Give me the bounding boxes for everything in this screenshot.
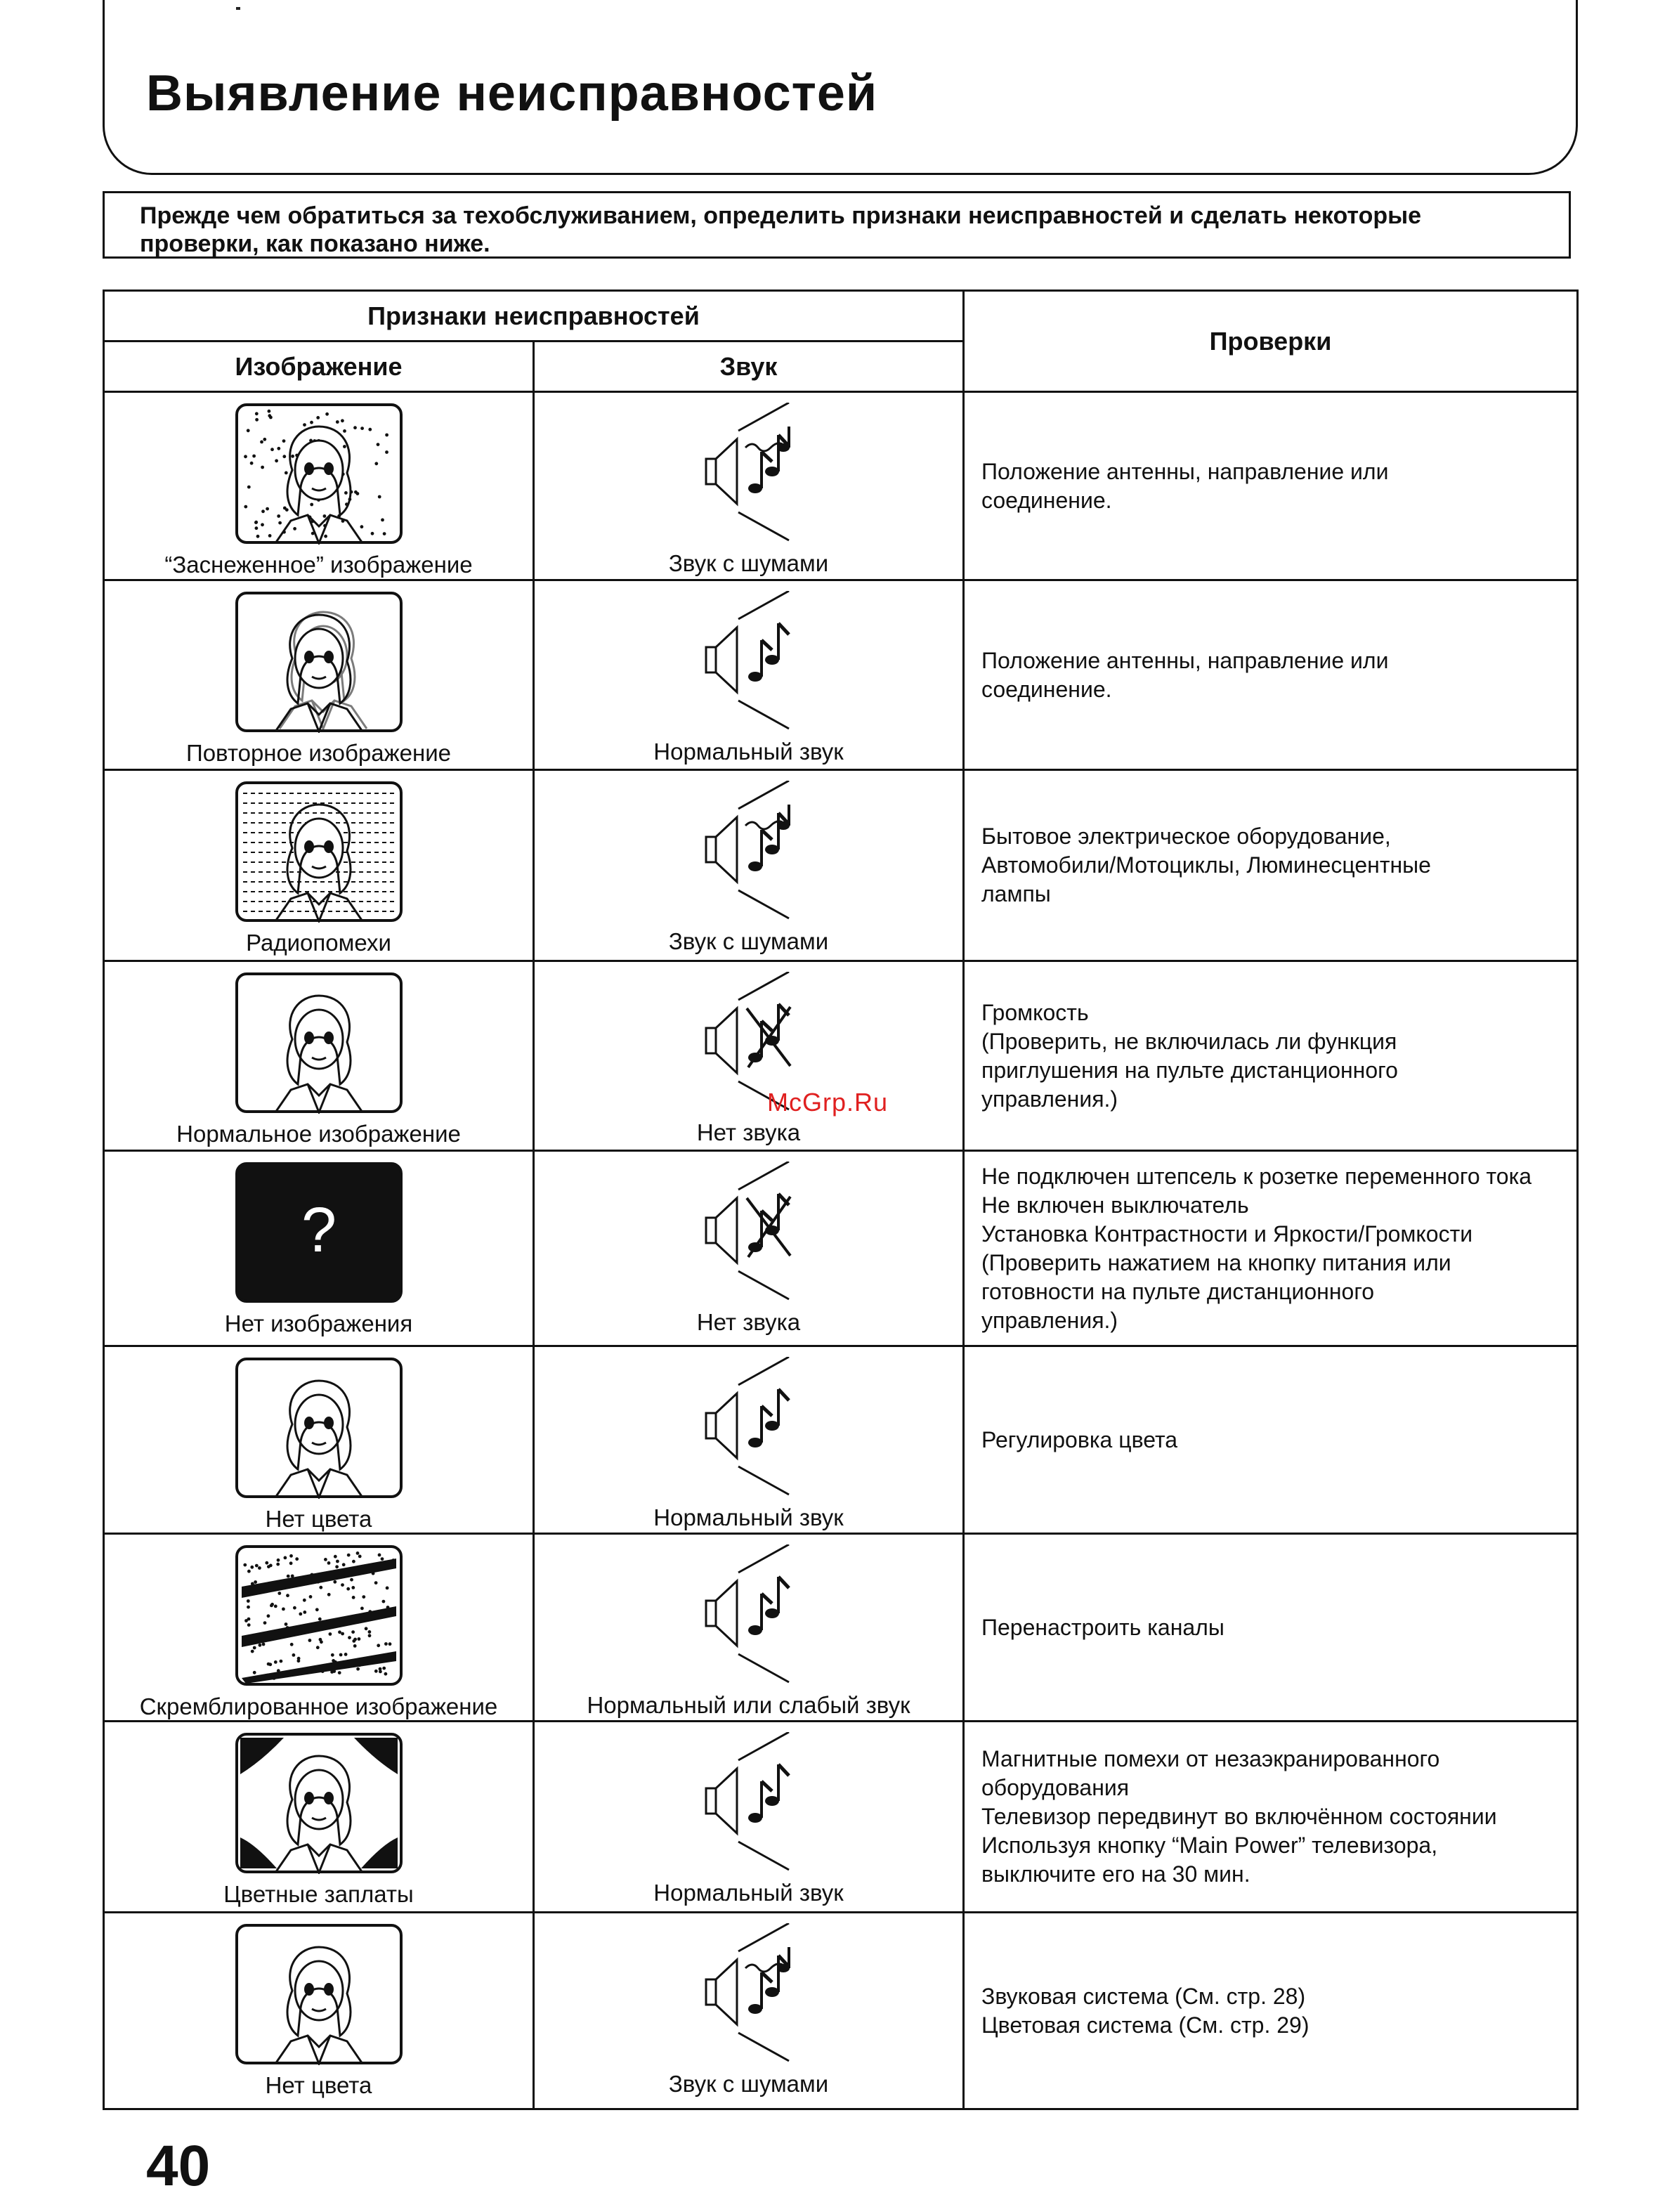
check-line: Магнитные помехи от незаэкранированного — [981, 1746, 1440, 1771]
table-row — [104, 1534, 1578, 1722]
check-line: Громкость — [981, 999, 1089, 1025]
picture-cell — [104, 392, 534, 580]
normal-sound-icon — [696, 591, 802, 731]
picture-cell — [104, 1913, 534, 2109]
checks-cell — [964, 1722, 1578, 1913]
check-line: Автомобили/Мотоциклы, Люминесцентные — [981, 852, 1431, 878]
picture-cell — [104, 1534, 534, 1722]
check-line: Бытовое электрическое оборудование, — [981, 824, 1391, 849]
sound-cell — [534, 961, 964, 1151]
sound-cell — [534, 1151, 964, 1346]
picture-caption: Цветные заплаты — [223, 1881, 414, 1907]
no-picture-icon — [235, 1162, 403, 1303]
check-line: Установка Контрастности и Яркости/Громкости — [981, 1221, 1473, 1247]
picture-cell — [104, 770, 534, 961]
normal-sound-icon — [696, 1544, 802, 1685]
no-sound-icon — [696, 1162, 802, 1302]
checks-cell — [964, 770, 1578, 961]
check-line: соединение. — [981, 487, 1112, 513]
checks-cell — [964, 1534, 1578, 1722]
check-line: готовности на пульте дистанционного — [981, 1278, 1375, 1304]
intro-box: Прежде чем обратиться за техобслуживанием, определить признаки неисправностей и сделать некоторые проверки, как показано ниже. — [103, 191, 1571, 259]
picture-caption: “Заснеженное” изображение — [164, 552, 473, 578]
picture-cell — [104, 1346, 534, 1534]
normal-sound-icon — [696, 1357, 802, 1497]
checks-cell — [964, 1346, 1578, 1534]
noisy-sound-icon — [696, 1923, 802, 2064]
sound-caption: Нет звука — [696, 1309, 801, 1335]
sound-cell — [534, 1534, 964, 1722]
table-row — [104, 961, 1578, 1151]
noisy-sound-icon — [696, 403, 802, 543]
check-line: приглушения на пульте дистанционного — [981, 1057, 1398, 1083]
question-mark: ? — [301, 1195, 337, 1266]
snowy-screen-icon — [235, 403, 403, 545]
check-line: Цветовая система (См. стр. 29) — [981, 2012, 1309, 2038]
page-number: 40 — [146, 2134, 211, 2198]
color-patches-picture-icon — [235, 1732, 403, 1874]
check-line: лампы — [981, 881, 1051, 906]
check-line: соединение. — [981, 676, 1112, 702]
sound-cell — [534, 770, 964, 961]
noisy-sound-icon — [696, 781, 802, 921]
sound-cell — [534, 1722, 964, 1913]
sound-caption: Нет звука — [696, 1119, 801, 1145]
sound-caption: Нормальный звук — [653, 739, 844, 765]
picture-caption: Радиопомехи — [246, 930, 391, 956]
sound-caption: Нормальный звук — [653, 1504, 844, 1530]
table-row — [104, 580, 1578, 770]
sound-cell — [534, 580, 964, 770]
table-row — [104, 1346, 1578, 1534]
table-row — [104, 1913, 1578, 2109]
checks-cell — [964, 392, 1578, 580]
table-row — [104, 770, 1578, 961]
checks-cell — [964, 1913, 1578, 2109]
checks-cell — [964, 1151, 1578, 1346]
picture-caption: Скремблированное изображение — [139, 1693, 498, 1719]
check-line: Перенастроить каналы — [981, 1614, 1224, 1640]
sound-cell — [534, 392, 964, 580]
picture-caption: Нет цвета — [265, 2072, 372, 2098]
check-line: Телевизор передвинут во включённом состоянии — [981, 1804, 1497, 1829]
checks-cell — [964, 961, 1578, 1151]
sound-caption: Нормальный звук — [653, 1880, 844, 1906]
checks-cell — [964, 580, 1578, 770]
watermark: McGrp.Ru — [767, 1088, 889, 1117]
table-row — [104, 1722, 1578, 1913]
check-line: выключите его на 30 мин. — [981, 1861, 1250, 1887]
table-row — [104, 1151, 1578, 1346]
troubleshooting-table — [103, 289, 1579, 2110]
check-line: управления.) — [981, 1307, 1118, 1333]
picture-cell — [104, 961, 534, 1151]
check-line: (Проверить нажатием на кнопку питания или — [981, 1249, 1451, 1275]
check-line: Звуковая система (См. стр. 28) — [981, 1983, 1306, 2009]
sound-cell — [534, 1913, 964, 2109]
picture-caption: Нет цвета — [265, 1506, 372, 1532]
check-line: оборудования — [981, 1775, 1130, 1800]
ghost-image-icon — [235, 591, 403, 733]
picture-caption: Нормальное изображение — [176, 1121, 461, 1147]
check-line: Положение антенны, направление или — [981, 647, 1389, 673]
scrambled-screen-icon — [235, 1544, 403, 1686]
sound-caption: Звук с шумами — [668, 928, 829, 954]
picture-caption: Повторное изображение — [185, 740, 452, 766]
sound-caption: Нормальный или слабый звук — [587, 1692, 910, 1718]
header-picture: Изображение — [104, 341, 534, 392]
sound-caption: Звук с шумами — [668, 550, 829, 576]
no-color-picture-icon — [235, 1923, 403, 2065]
normal-sound-icon — [696, 1732, 802, 1873]
no-color-picture-icon — [235, 1357, 403, 1499]
check-line: (Проверить, не включилась ли функция — [981, 1028, 1397, 1054]
header-checks: Проверки — [964, 291, 1578, 392]
picture-cell — [104, 1722, 534, 1913]
sound-cell — [534, 1346, 964, 1534]
check-line: Не включен выключатель — [981, 1192, 1249, 1218]
sound-caption: Звук с шумами — [668, 2071, 829, 2097]
check-line: Положение антенны, направление или — [981, 458, 1389, 484]
header-symptoms: Признаки неисправностей — [104, 291, 964, 341]
check-line: Используя кнопку “Main Power” телевизора, — [981, 1833, 1438, 1858]
check-line: Не подключен штепсель к розетке переменного тока — [981, 1163, 1532, 1189]
check-line: управления.) — [981, 1086, 1118, 1112]
picture-cell — [104, 1151, 534, 1346]
picture-caption: Нет изображения — [224, 1310, 413, 1336]
page-title: Выявление неисправностей — [146, 65, 878, 122]
picture-cell — [104, 580, 534, 770]
table-row — [104, 392, 1578, 580]
interference-screen-icon — [235, 781, 403, 923]
header-sound: Звук — [534, 341, 964, 392]
check-line: Регулировка цвета — [981, 1426, 1178, 1452]
normal-picture-icon — [235, 972, 403, 1114]
